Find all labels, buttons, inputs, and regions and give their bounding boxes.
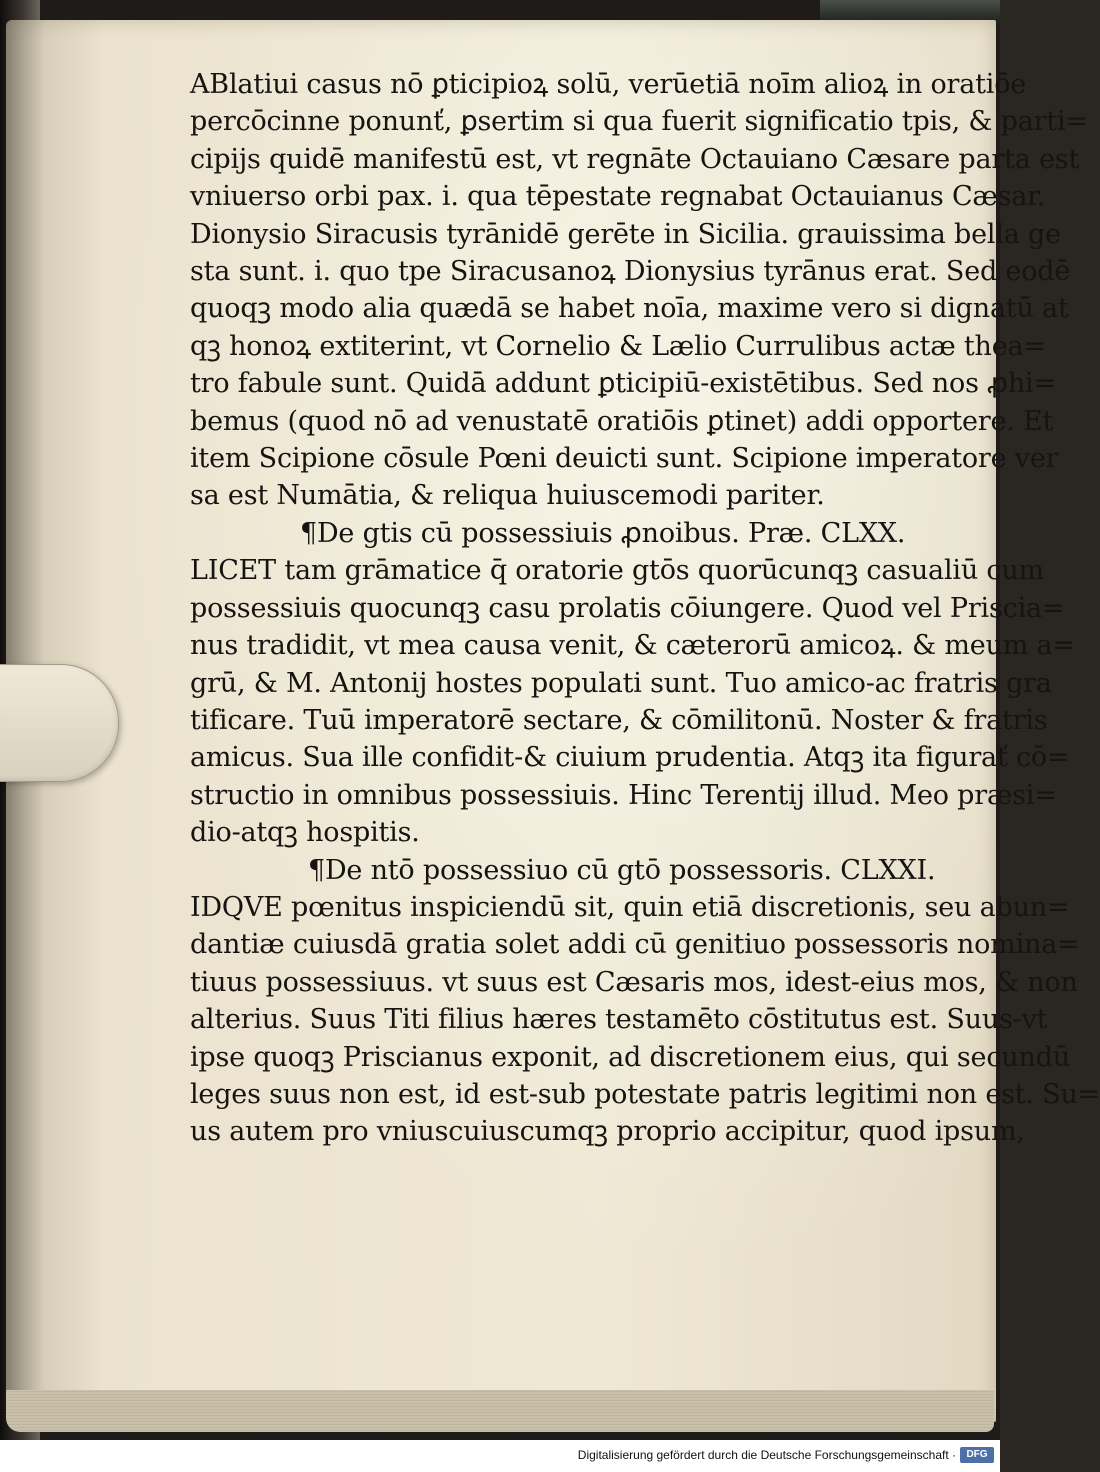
footer-bar xyxy=(0,1440,1000,1472)
text-line: LICET tam grāmatice q̄ oratorie gtōs quorūcunqꝫ casualiū cum xyxy=(190,555,1044,587)
text-line: structio in omnibus possessiuis. Hinc Terentij illud. Meo præsi= xyxy=(190,779,1057,811)
text-line: item Scipione cōsule Pœni deuicti sunt. Scipione imperatore ver xyxy=(190,443,1059,475)
section-heading: ¶De gtis cū possessiuis ꝓnoibus. Præ. CLXX. xyxy=(300,517,906,549)
text-line: quoqꝫ modo alia quædā se habet noīa, maxime vero si dignatū at xyxy=(190,293,1069,325)
text-line: dantiæ cuiusdā gratia solet addi cū genitiuo possessoris nomina= xyxy=(190,929,1080,961)
page-stack-edge xyxy=(6,1390,994,1432)
text-line: ipse quoqꝫ Priscianus exponit, ad discretionem eius, qui secundū xyxy=(190,1041,1070,1073)
text-line: cipijs quidē manifestū est, vt regnāte Octauiano Cæsare parta est xyxy=(190,143,1080,175)
text-line: vniuerso orbi pax. i. qua tēpestate regnabat Octauianus Cæsar. xyxy=(190,181,1046,213)
text-line: percōcinne ponunť, ꝑsertim si qua fuerit significatio tpis, & parti= xyxy=(190,106,1088,138)
text-line: grū, & M. Antonij hostes populati sunt. Tuo amico-ac fratris gra xyxy=(190,667,1052,699)
text-line: sta sunt. i. quo tpe Siracusanoꝝ Dionysius tyrānus erat. Sed eodē xyxy=(190,256,1071,288)
text-line: sa est Numātia, & reliqua huiuscemodi pariter. xyxy=(190,480,825,512)
text-line: nus tradidit, vt mea causa venit, & cæterorū amicoꝝ. & meum a= xyxy=(190,630,1075,662)
text-line: tificare. Tuū imperatorē sectare, & cōmilitonū. Noster & fratris xyxy=(190,704,1048,736)
text-line: amicus. Sua ille confidit-& ciuium prudentia. Atqꝫ ita figurať cō= xyxy=(190,742,1070,774)
page-text-block xyxy=(190,66,1100,1151)
text-line: tiuus possessiuus. vt suus est Cæsaris mos, idest-eius mos, & non xyxy=(190,966,1078,998)
text-line: dio-atqꝫ hospitis. xyxy=(190,817,420,849)
section-heading: ¶De ntō possessiuo cū gtō possessoris. CLXXI. xyxy=(308,854,936,886)
text-line: us autem pro vniuscuiuscumqꝫ proprio accipitur, quod ipsum, xyxy=(190,1116,1025,1148)
text-line: Dionysio Siracusis tyrānidē gerēte in Sicilia. grauissima bella ge xyxy=(190,218,1061,250)
dfg-logo-icon: DFG xyxy=(960,1447,994,1463)
text-line: qꝫ honoꝝ extiterint, vt Cornelio & Lælio Currulibus actæ thea= xyxy=(190,330,1046,362)
text-line: leges suus non est, id est-sub potestate patris legitimi non est. Su= xyxy=(190,1078,1100,1110)
footer-credit: Digitalisierung gefördert durch die Deutsche Forschungsgemeinschaft · xyxy=(577,1448,956,1462)
text-line: ABlatiui casus nō ꝑticipioꝝ solū, verūetiā noīm alioꝝ in oratiōe xyxy=(190,69,1027,100)
text-line: IDQVE pœnitus inspiciendū sit, quin etiā discretionis, seu abun= xyxy=(190,891,1070,923)
text-line: alterius. Suus Titi filius hæres testamēto cōstitutus est. Suus-vt xyxy=(190,1004,1048,1036)
text-line: tro fabule sunt. Quidā addunt ꝑticipiū-existētibus. Sed nos ꝓhi= xyxy=(190,368,1056,400)
bookmark-tab xyxy=(0,664,119,782)
text-line: possessiuis quocunqꝫ casu prolatis cōiungere. Quod vel Priscia= xyxy=(190,592,1065,624)
text-line: bemus (quod nō ad venustatē oratiōis ꝑtinet) addi opportere. Et xyxy=(190,405,1054,437)
